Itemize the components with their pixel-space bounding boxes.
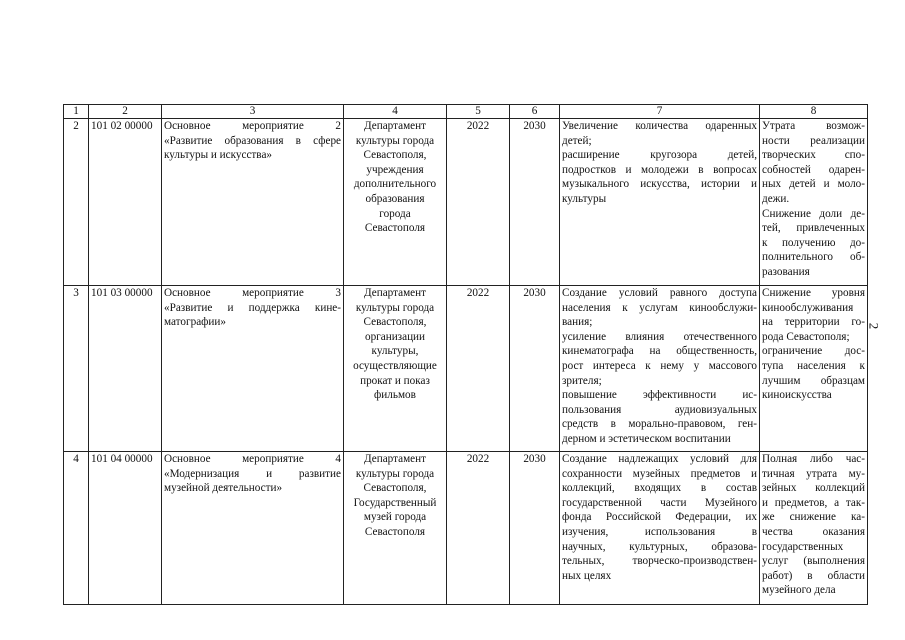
executor-line: культуры города xyxy=(355,467,435,480)
table-body xyxy=(64,105,868,605)
risks-line: зейных коллекций xyxy=(762,482,865,495)
executor xyxy=(344,119,447,286)
risks-line: работ) в области xyxy=(762,569,865,582)
table-row xyxy=(64,452,868,605)
risks-line: тичная утрата му- xyxy=(762,467,865,480)
expected-result-line: пользования аудиовизуальных xyxy=(562,403,757,416)
executor-line: города xyxy=(379,207,411,220)
executor-line: культуры города xyxy=(355,134,435,147)
risks-line: ных детей и моло- xyxy=(762,178,865,191)
event-name-line: «Развитие образования в сфере xyxy=(164,134,341,147)
expected-result-line: фонда Российской Федерации, их xyxy=(562,511,757,524)
executor-line: Государственный xyxy=(353,496,437,509)
executor-line: дополнительного xyxy=(353,178,437,191)
page-number: 2 xyxy=(866,322,882,330)
risks-line: и предметов, а так- xyxy=(762,496,865,509)
risks-line: музейного дела xyxy=(762,584,836,597)
risks xyxy=(760,452,868,605)
risks-line: ности реализации xyxy=(762,134,865,147)
executor-line: организации xyxy=(364,330,426,343)
expected-result xyxy=(560,452,760,605)
risks-line: полнительного об- xyxy=(762,251,865,264)
expected-result-line: кинематографа на общественность, xyxy=(562,345,757,358)
risks-line: разования xyxy=(762,265,810,278)
start-year: 2022 xyxy=(447,286,510,452)
risks-line: на территории го- xyxy=(762,316,865,329)
header-cell: 8 xyxy=(760,105,868,119)
expected-result-line: сохранности музейных предметов и xyxy=(562,467,757,480)
expected-result-line: усиление влияния отечественного xyxy=(562,330,757,343)
executor-line: Севастополя, xyxy=(363,316,427,329)
end-year: 2030 xyxy=(510,119,560,286)
expected-result-line: средств в морально-правовом, ген- xyxy=(562,418,757,431)
expected-result-line: населения к услугам кинообслужи- xyxy=(562,301,757,314)
executor-line: Севастополя xyxy=(364,525,426,538)
risks-line: Снижение доли де- xyxy=(762,207,865,220)
table-row xyxy=(64,286,868,452)
expected-result-line: Создание условий равного доступа xyxy=(562,287,757,299)
risks-line: чества оказания xyxy=(762,525,865,538)
risks-line: лучшим образцам xyxy=(762,374,865,387)
risks xyxy=(760,119,868,286)
header-cell: 7 xyxy=(560,105,760,119)
executor-line: фильмов xyxy=(374,389,416,402)
risks-line: собностей одарен- xyxy=(762,163,865,176)
risks-line: ограничение дос- xyxy=(762,345,865,358)
executor-line: образования xyxy=(365,192,425,205)
executor-line: осуществляющие xyxy=(353,359,437,372)
executor-line: Севастополя xyxy=(364,222,426,235)
event-name-line: «Модернизация и развитие xyxy=(164,467,341,480)
risks-line: Утрата возмож- xyxy=(762,120,865,132)
expected-result-line: повышение эффективности ис- xyxy=(562,389,757,402)
expected-result-line: ных целях xyxy=(562,569,612,582)
header-cell: 4 xyxy=(344,105,447,119)
executor-line: Департамент xyxy=(363,120,427,132)
risks-line: услуг (выполнения xyxy=(762,555,865,568)
executor-line: Департамент xyxy=(363,453,427,465)
start-year: 2022 xyxy=(447,452,510,605)
risks-line: Полная либо час- xyxy=(762,453,865,465)
expected-result-line: музыкального искусства, истории и xyxy=(562,178,757,191)
table-row xyxy=(64,119,868,286)
risks-line: тей, привлеченных xyxy=(762,222,865,235)
header-cell: 2 xyxy=(89,105,162,119)
risks-line: тупа населения к xyxy=(762,359,865,372)
risks-line: Снижение уровня xyxy=(762,287,865,299)
risks-line: кинообслуживания xyxy=(762,301,854,314)
expected-result xyxy=(560,119,760,286)
start-year: 2022 xyxy=(447,119,510,286)
event-name xyxy=(162,119,344,286)
risks-line: же снижение ка- xyxy=(762,511,865,524)
event-name xyxy=(162,452,344,605)
expected-result-line: Создание надлежащих условий для xyxy=(562,453,757,465)
header-cell: 3 xyxy=(162,105,344,119)
row-number: 4 xyxy=(64,452,89,605)
expected-result-line: изучения, использования в xyxy=(562,525,757,538)
expected-result-line: дерном и эстетическом воспитании xyxy=(562,432,731,445)
expected-result-line: тельных, творческо-производствен- xyxy=(562,555,757,568)
risks-line: государственных xyxy=(762,540,844,553)
executor-line: учреждения xyxy=(366,163,424,176)
header-cell: 6 xyxy=(510,105,560,119)
expected-result-line: зрителя; xyxy=(562,374,602,387)
risks-line: к получению до- xyxy=(762,236,865,249)
expected-result-line: коллекций, входящих в состав xyxy=(562,482,757,495)
end-year: 2030 xyxy=(510,452,560,605)
expected-result-line: Увеличение количества одаренных xyxy=(562,120,757,132)
executor-line: Севастополя, xyxy=(363,149,427,162)
expected-result-line: детей; xyxy=(562,134,592,147)
risks-line: творческих спо- xyxy=(762,149,865,162)
event-name-line: Основное мероприятие 4 xyxy=(164,453,341,465)
expected-result-line: расширение кругозора детей, xyxy=(562,149,757,162)
risks xyxy=(760,286,868,452)
budget-code: 101 02 00000 xyxy=(89,119,162,286)
end-year: 2030 xyxy=(510,286,560,452)
executor xyxy=(344,286,447,452)
row-number: 2 xyxy=(64,119,89,286)
event-name-line: «Развитие и поддержка кине- xyxy=(164,301,341,314)
expected-result-line: вания; xyxy=(562,316,593,329)
executor-line: прокат и показ xyxy=(360,374,430,387)
events-table xyxy=(63,104,868,605)
risks-line: рода Севастополя; xyxy=(762,330,850,343)
event-name-line: Основное мероприятие 3 xyxy=(164,287,341,299)
event-name xyxy=(162,286,344,452)
expected-result-line: культуры xyxy=(562,192,607,205)
event-name-line: Основное мероприятие 2 xyxy=(164,120,341,132)
expected-result-line: рост интереса к нему у массового xyxy=(562,359,757,372)
risks-line: киноискусства xyxy=(762,389,832,402)
header-cell: 5 xyxy=(447,105,510,119)
event-name-line: музейной деятельности» xyxy=(164,482,283,495)
executor xyxy=(344,452,447,605)
row-number: 3 xyxy=(64,286,89,452)
executor-line: культуры, xyxy=(371,345,419,358)
expected-result xyxy=(560,286,760,452)
header-cell: 1 xyxy=(64,105,89,119)
event-name-line: матографии» xyxy=(164,316,226,329)
expected-result-line: государственной части Музейного xyxy=(562,496,757,509)
expected-result-line: подростков и молодежи в вопросах xyxy=(562,163,757,176)
header-row xyxy=(64,105,868,119)
expected-result-line: научных, культурных, образова- xyxy=(562,540,757,553)
executor-line: музей города xyxy=(363,511,427,524)
budget-code: 101 04 00000 xyxy=(89,452,162,605)
risks-line: дежи. xyxy=(762,192,790,205)
executor-line: культуры города xyxy=(355,301,435,314)
budget-code: 101 03 00000 xyxy=(89,286,162,452)
executor-line: Севастополя, xyxy=(363,482,427,495)
event-name-line: культуры и искусства» xyxy=(164,149,273,162)
executor-line: Департамент xyxy=(363,287,427,299)
